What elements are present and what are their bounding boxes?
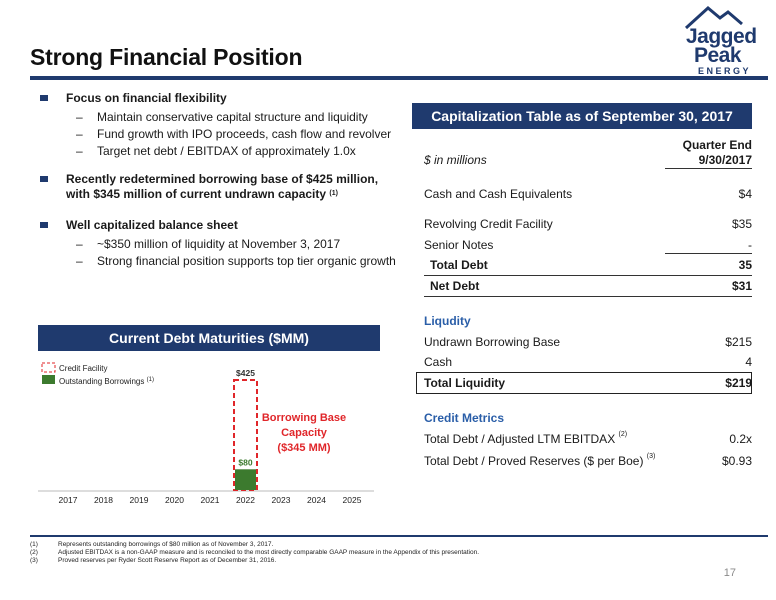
data-label-credit-facility: $425 <box>236 368 255 378</box>
liquidity-section-title: Liqudity <box>424 314 471 328</box>
row-value-cash: $4 <box>738 187 752 201</box>
row-value-senior-notes: - <box>748 238 752 252</box>
dash-marker: – <box>76 254 83 268</box>
footnote-3 <box>30 557 276 564</box>
legend-swatch-outstanding <box>42 375 55 384</box>
footnote-text: Adjusted EBITDAX is a non-GAAP measure and is reconciled to the most directly comparable GAAP measure in the Appendix of this presentation. <box>58 549 480 556</box>
bullet-marker <box>40 176 48 182</box>
row-value-liq-cash: 4 <box>745 355 752 369</box>
x-tick-label: 2017 <box>58 495 78 505</box>
logo-line2: Peak <box>694 44 742 67</box>
bullet-marker <box>40 222 48 228</box>
header-underline <box>665 168 752 169</box>
annotation-line3: ($345 MM) <box>277 442 331 454</box>
logo-line1: Jagged <box>686 25 757 48</box>
annotation-line2: Capacity <box>281 427 327 439</box>
bullet-text <box>66 187 338 202</box>
row-label-cash: Cash and Cash Equivalents <box>424 187 573 201</box>
footnote-text: Represents outstanding borrowings of $80 million as of November 3, 2017. <box>58 541 274 548</box>
footnote-number: (1) <box>30 541 38 548</box>
net-debt-rule <box>424 296 752 297</box>
bar-outstanding-borrowings <box>235 469 256 490</box>
sub-bullet-text: Maintain conservative capital structure and liquidity <box>97 110 368 124</box>
dash-marker: – <box>76 127 83 141</box>
title-rule <box>30 76 768 80</box>
row-label-debt-reserves-text: Total Debt / Proved Reserves ($ per Boe) <box>424 454 644 468</box>
dash-marker: – <box>76 144 83 158</box>
x-tick-label: 2024 <box>307 495 326 505</box>
row-label-liq-cash: Cash <box>424 355 453 369</box>
page-number: 17 <box>723 567 736 579</box>
bullet-marker <box>40 95 48 101</box>
bullet-text: Recently redetermined borrowing base of $425 million, <box>66 172 379 186</box>
footnote-1 <box>30 541 273 548</box>
col-header-date: 9/30/2017 <box>698 153 752 167</box>
footnote-ref: (1) <box>329 190 338 197</box>
company-logo <box>668 4 768 78</box>
row-value-debt-ebitdax: 0.2x <box>729 432 752 446</box>
debt-chart-title: Current Debt Maturities ($MM) <box>38 325 380 351</box>
x-tick-label: 2022 <box>236 495 255 505</box>
row-label-total-debt: Total Debt <box>430 258 488 272</box>
sub-bullet-text: Fund growth with IPO proceeds, cash flow and revolver <box>97 127 392 141</box>
footer-rule <box>30 535 768 537</box>
row-value-total-debt: 35 <box>738 258 752 272</box>
page-title: Strong Financial Position <box>30 44 303 70</box>
debt-maturities-chart <box>38 353 380 513</box>
legend-footnote-ref: (1) <box>146 377 154 383</box>
unit-label: $ in millions <box>424 153 487 167</box>
row-label-debt-reserves <box>424 454 655 468</box>
chart-legend <box>42 363 154 386</box>
dash-marker: – <box>76 110 83 124</box>
footnote-number: (2) <box>30 549 38 556</box>
row-label-debt-ebitdax <box>424 432 627 446</box>
sub-bullet-text: Target net debt / EBITDAX of approximately 1.0x <box>97 144 356 158</box>
row-label-senior-notes: Senior Notes <box>424 238 494 252</box>
row-label-debt-ebitdax-text: Total Debt / Adjusted LTM EBITDAX <box>424 432 616 446</box>
row-label-net-debt: Net Debt <box>430 279 480 293</box>
cap-table-title: Capitalization Table as of September 30, 2017 <box>412 103 752 129</box>
footnote-number: (3) <box>30 557 38 564</box>
row-label-undrawn: Undrawn Borrowing Base <box>424 335 561 349</box>
row-value-undrawn: $215 <box>725 335 752 349</box>
x-tick-label: 2023 <box>271 495 291 505</box>
x-tick-label: 2020 <box>165 495 184 505</box>
x-tick-label: 2019 <box>129 495 149 505</box>
row-value-net-debt: $31 <box>731 279 752 293</box>
dash-marker: – <box>76 237 83 251</box>
row-value-debt-reserves: $0.93 <box>721 454 752 468</box>
data-label-outstanding: $80 <box>238 457 253 468</box>
footnote-2 <box>30 549 479 556</box>
x-tick-label: 2021 <box>200 495 220 505</box>
footnote-ref: (3) <box>646 453 656 460</box>
footnote-ref: (2) <box>618 431 628 438</box>
x-tick-label: 2018 <box>94 495 113 505</box>
row-label-revolver: Revolving Credit Facility <box>424 217 553 231</box>
footnote-text: Proved reserves per Ryder Scott Reserve Report as of December 31, 2016. <box>58 557 277 564</box>
row-value-revolver: $35 <box>731 217 752 231</box>
total-debt-rule <box>424 275 752 276</box>
x-tick-label: 2025 <box>342 495 362 505</box>
bullet-text-line2: with $345 million of current undrawn capacity <box>66 187 327 201</box>
legend-label-outstanding <box>59 377 154 386</box>
legend-label-credit-facility: Credit Facility <box>59 364 108 373</box>
legend-swatch-credit-facility <box>42 363 55 372</box>
bullet-text: Well capitalized balance sheet <box>66 218 238 232</box>
col-header-quarter-end: Quarter End <box>682 138 752 152</box>
logo-line3: ENERGY <box>698 66 752 76</box>
annotation-line1: Borrowing Base <box>261 412 347 424</box>
credit-metrics-title: Credit Metrics <box>424 411 505 425</box>
bullet-text: Focus on financial flexibility <box>66 91 227 105</box>
sub-bullet-text: Strong financial position supports top tier organic growth <box>97 254 396 268</box>
subtotal-rule <box>665 253 752 254</box>
row-value-total-liquidity: $219 <box>725 376 752 390</box>
row-label-total-liquidity: Total Liquidity <box>424 376 506 390</box>
sub-bullet-text: ~$350 million of liquidity at November 3, 2017 <box>97 237 341 251</box>
legend-label-outstanding-text: Outstanding Borrowings <box>59 377 145 386</box>
